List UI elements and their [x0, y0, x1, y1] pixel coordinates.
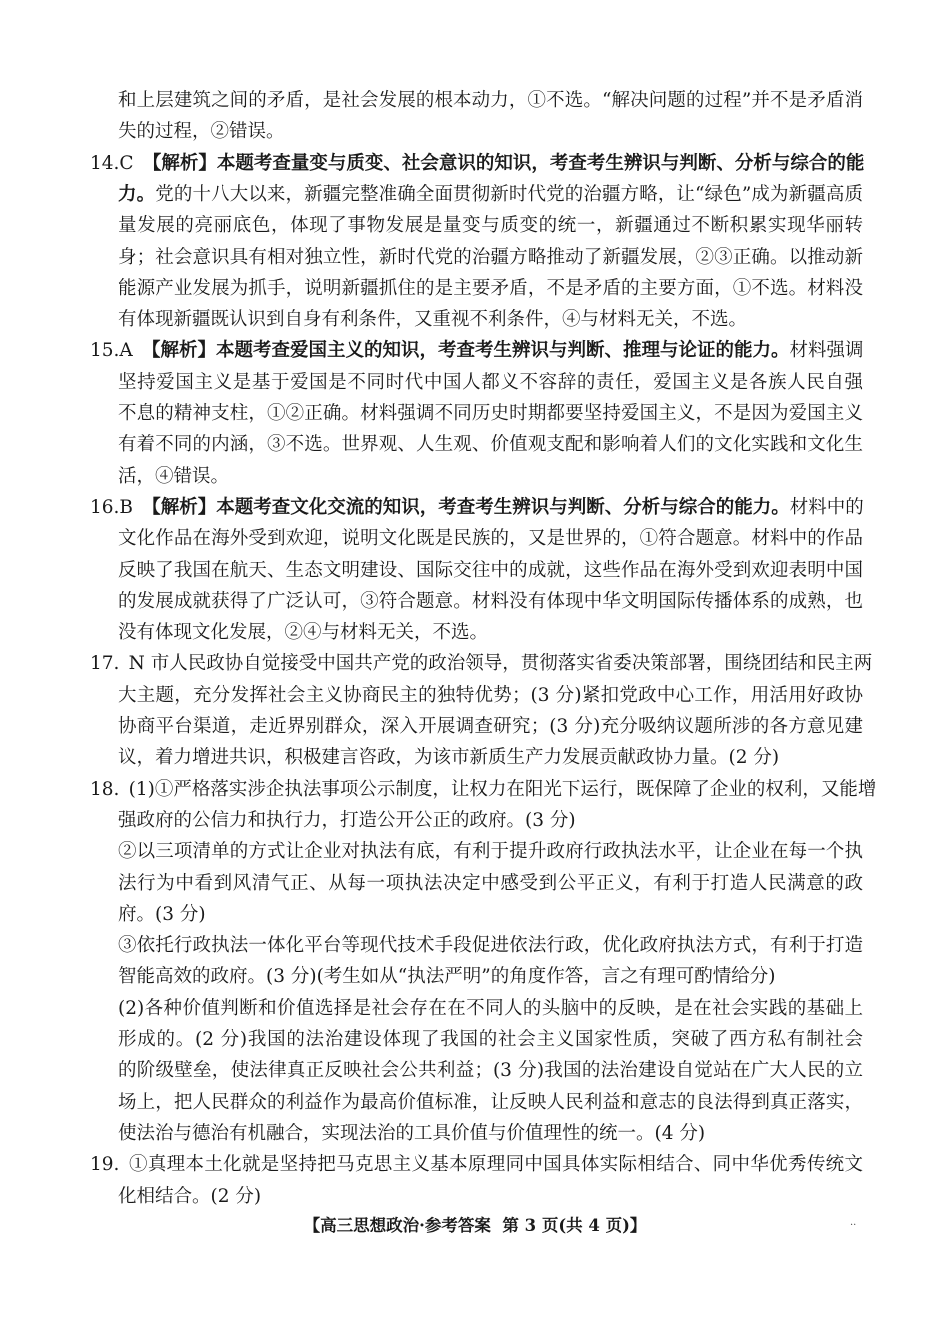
line-text: 量发展的亮丽底色，体现了事物发展是量变与质变的统一，新疆通过不断积累实现华丽转 [118, 215, 863, 236]
line-text: 协商平台渠道，走近界别群众，深入开展调查研究；(3 分)充分吸纳议题所涉的各方意见建 [118, 716, 863, 737]
text-line [118, 372, 863, 394]
text-line [118, 528, 863, 550]
question-number: 18. [90, 779, 120, 800]
line-text: 场上，把人民群众的利益作为最高价值标准，让反映人民利益和意志的良法得到真正落实， [118, 1092, 863, 1113]
text-line [118, 278, 863, 300]
question-number: 16.B [90, 497, 134, 518]
line-text: 的阶级壁垒，使法律真正反映社会公共利益；(3 分)我国的法治建设自觉站在广大人民的立 [118, 1060, 863, 1081]
analysis-heading: 【解析】本题考查量变与质变、社会意识的知识，考查考生辨识与判断、分析与综合的能 [142, 153, 865, 174]
line-text: 强政府的公信力和执行力，打造公开公正的政府。(3 分) [118, 810, 576, 831]
line-text: 活，④错误。 [118, 466, 230, 487]
text-line [118, 1186, 863, 1208]
analysis-heading: 力。 [118, 184, 156, 205]
text-line [118, 434, 863, 456]
line-text: 化相结合。(2 分) [118, 1186, 262, 1207]
line-text: 议，着力增进共识，积极建言咨政，为该市新质生产力发展贡献政协力量。(2 分) [118, 747, 780, 768]
line-text: 大主题，充分发挥社会主义协商民主的独特优势；(3 分)紧扣党政中心工作，用活用好政协 [118, 685, 863, 706]
analysis-heading: 【解析】本题考查文化交流的知识，考查考生辨识与判断、分析与综合的能力。 [142, 497, 790, 518]
text-line [118, 1029, 863, 1051]
text-line [118, 560, 863, 582]
text-line [118, 1060, 863, 1082]
text-line [118, 716, 863, 738]
text-line [118, 841, 863, 863]
line-text: 材料中的 [789, 497, 864, 518]
text-line [118, 998, 863, 1020]
text-line [118, 904, 863, 926]
line-text: 的发展成就获得了广泛认可，③符合题意。材料没有体现中华文明国际传播体系的成熟，也 [118, 591, 863, 612]
line-text: 府。(3 分) [118, 904, 206, 925]
line-text: ②以三项清单的方式让企业对执法有底，有利于提升政府行政执法水平，让企业在每一个执 [118, 841, 863, 862]
text-line [118, 90, 863, 112]
line-text: 法行为中看到风清气正、从每一项执法决定中感受到公平正义，有利于打造人民满意的政 [118, 873, 863, 894]
text-line [118, 1092, 863, 1114]
line-text: 文化作品在海外受到欢迎，说明文化既是民族的，又是世界的，①符合题意。材料中的作品 [118, 528, 863, 549]
text-line [118, 747, 863, 769]
question-line [90, 653, 873, 675]
line-text: (2)各种价值判断和价值选择是社会存在在不同人的头脑中的反映，是在社会实践的基础上 [118, 998, 863, 1019]
text-line [118, 1123, 863, 1145]
text-line [118, 309, 863, 331]
text-line [118, 247, 863, 269]
line-text: ①真理本土化就是坚持把马克思主义基本原理同中国具体实际相结合、同中华优秀传统文 [128, 1154, 863, 1175]
question-line [90, 153, 863, 175]
line-text: 和上层建筑之间的矛盾，是社会发展的根本动力，①不选。“解决问题的过程”并不是矛盾消 [118, 90, 863, 111]
text-line [118, 466, 863, 488]
text-line [118, 966, 863, 988]
footer-right-bracket: 】 [629, 1216, 647, 1235]
line-text: 使法治与德治有机融合，实现法治的工具价值与价值理性的统一。(4 分) [118, 1123, 706, 1144]
text-line [118, 810, 863, 832]
line-text: 失的过程，②错误。 [118, 121, 285, 142]
text-line [118, 591, 863, 613]
text-line [118, 403, 863, 425]
question-line [90, 497, 863, 519]
footer-page-number: 第 3 页(共 4 页) [502, 1216, 630, 1235]
line-text: 坚持爱国主义是基于爱国是不同时代中国人都义不容辞的责任，爱国主义是各族人民自强 [118, 372, 863, 393]
text-line [118, 215, 863, 237]
question-number: 17. [90, 653, 120, 674]
corner-mark: ·· [850, 1220, 857, 1231]
analysis-heading: 【解析】本题考查爱国主义的知识，考查考生辨识与判断、推理与论证的能力。 [142, 340, 790, 361]
line-text: 党的十八大以来，新疆完整准确全面贯彻新时代党的治疆方略，让“绿色”成为新疆高质 [155, 184, 863, 205]
question-line [90, 1154, 863, 1176]
text-line [118, 685, 863, 707]
footer-title: 高三思想政治·参考答案 [320, 1216, 491, 1235]
page-footer [0, 1212, 950, 1236]
text-line [118, 873, 863, 895]
line-text: 形成的。(2 分)我国的法治建设体现了我国的社会主义国家性质，突破了西方私有制社会 [118, 1029, 863, 1050]
line-text: 反映了我国在航天、生态文明建设、国际交往中的成就，这些作品在海外受到欢迎表明中国 [118, 560, 863, 581]
question-line [90, 779, 877, 801]
text-line [118, 622, 863, 644]
line-text: 有着不同的内涵，③不选。世界观、人生观、价值观支配和影响着人们的文化实践和文化生 [118, 434, 863, 455]
line-text: (1)①严格落实涉企执法事项公示制度，让权力在阳光下运行，既保障了企业的权利，又能增 [128, 779, 877, 800]
line-text: 有体现新疆既认识到自身有利条件，又重视不利条件，④与材料无关，不选。 [118, 309, 748, 330]
text-line [118, 121, 863, 143]
question-number: 14.C [90, 153, 134, 174]
line-text: 智能高效的政府。(3 分)(考生如从“执法严明”的角度作答，言之有理可酌情给分) [118, 966, 776, 987]
line-text: 不息的精神支柱，①②正确。材料强调不同历史时期都要坚持爱国主义，不是因为爱国主义 [118, 403, 863, 424]
line-text: 材料强调 [789, 340, 864, 361]
question-number: 15.A [90, 340, 133, 361]
text-line [118, 184, 863, 206]
question-number: 19. [90, 1154, 120, 1175]
line-text: N 市人民政协自觉接受中国共产党的政治领导，贯彻落实省委决策部署，围绕团结和民主两 [128, 653, 873, 674]
text-line [118, 935, 863, 957]
line-text: 能源产业发展为抓手，说明新疆抓住的是主要矛盾，不是矛盾的主要方面，①不选。材料没 [118, 278, 863, 299]
line-text: ③依托行政执法一体化平台等现代技术手段促进依法行政，优化政府执法方式，有利于打造 [118, 935, 863, 956]
footer-left-bracket: 【 [303, 1216, 321, 1235]
question-line [90, 340, 863, 362]
line-text: 没有体现文化发展，②④与材料无关，不选。 [118, 622, 489, 643]
line-text: 身；社会意识具有相对独立性，新时代党的治疆方略推动了新疆发展，②③正确。以推动新 [118, 247, 863, 268]
